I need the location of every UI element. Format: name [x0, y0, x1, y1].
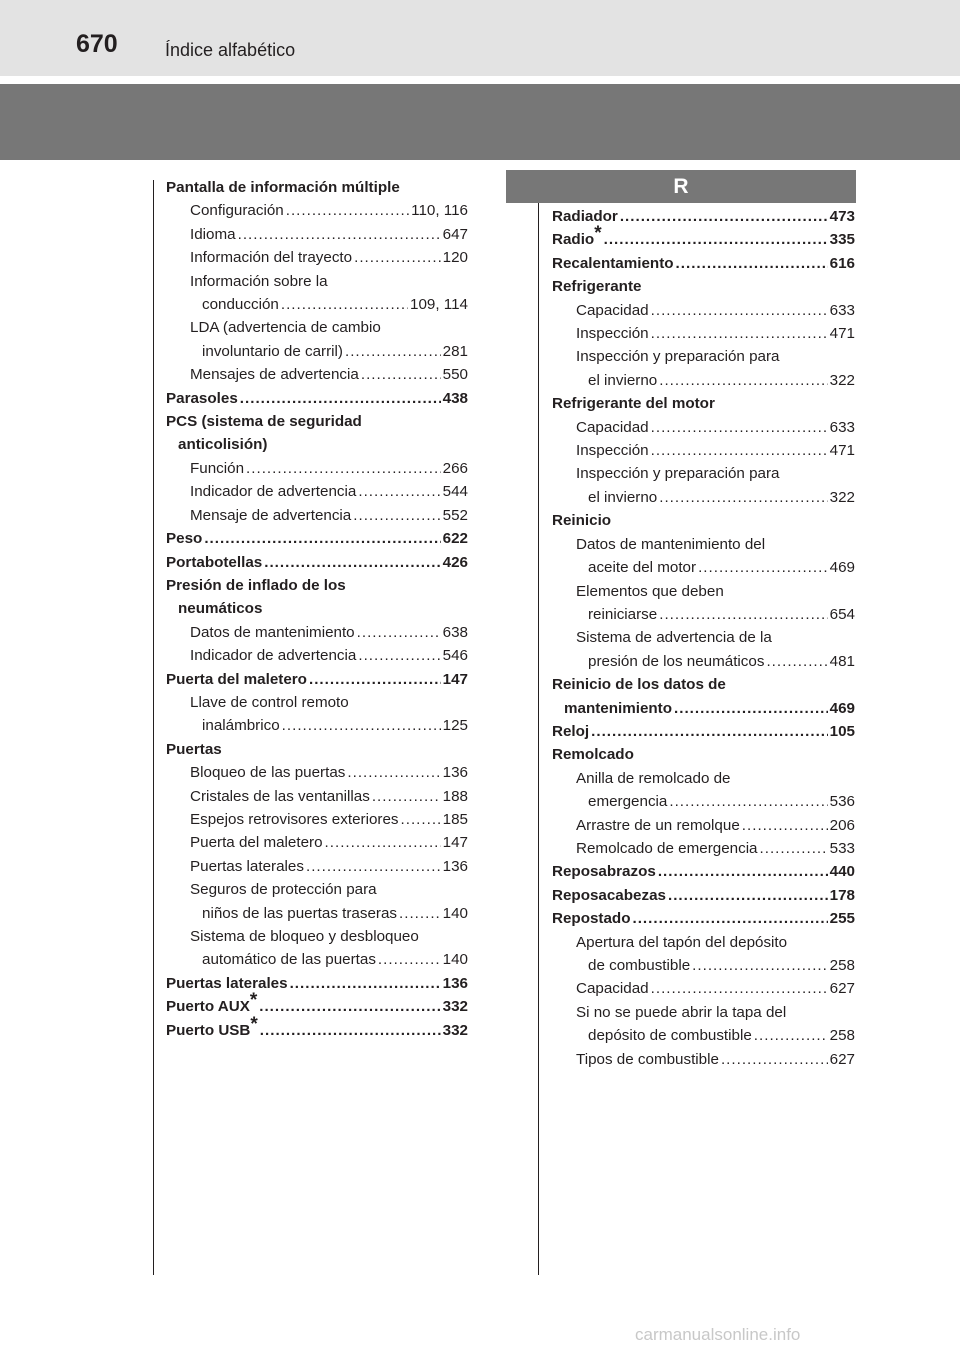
entry-term: Inspección y preparación para [576, 465, 780, 483]
entry-term: Remolcado de emergencia [576, 839, 758, 857]
entry-term: Portabotellas [166, 553, 263, 571]
dot-leader [357, 621, 441, 644]
right-column-rule [538, 180, 539, 1275]
page-number: 670 [76, 30, 118, 58]
dot-leader [651, 416, 828, 439]
dot-leader [238, 223, 441, 246]
entry-term: el invierno [588, 371, 658, 389]
entry-term: Refrigerante del motor [552, 395, 715, 413]
page-reference: 654 [829, 605, 855, 623]
entry-term: Datos de mantenimiento del [576, 535, 766, 553]
index-subentry [166, 480, 468, 503]
index-subentry [552, 837, 855, 860]
page-reference: 638 [442, 623, 468, 641]
index-subentry [166, 925, 468, 948]
index-subentry [552, 416, 855, 439]
section-title: Índice alfabético [165, 40, 296, 60]
index-subentry [166, 340, 468, 363]
index-entry [552, 275, 855, 298]
index-subentry [166, 504, 468, 527]
dot-leader [676, 252, 828, 275]
index-entry [166, 527, 468, 550]
index-subentry [552, 767, 855, 790]
entry-term: involuntario de carril) [202, 342, 343, 360]
dot-leader [651, 977, 828, 1000]
index-entry [552, 884, 855, 907]
index-entry [166, 972, 468, 995]
dot-leader [669, 790, 827, 813]
entry-term: Puerto AUX [166, 998, 250, 1016]
entry-term: Refrigerante [552, 278, 642, 296]
index-entry [166, 387, 468, 410]
page-reference: 481 [829, 652, 855, 670]
page-reference: 206 [829, 816, 855, 834]
page-reference: 533 [829, 839, 855, 857]
entry-term: Puertas [166, 740, 222, 758]
page-reference: 552 [442, 506, 468, 524]
page-reference: 550 [442, 366, 468, 384]
page-reference: 544 [442, 483, 468, 501]
page-reference: 120 [442, 249, 468, 267]
page-reference: 322 [829, 371, 855, 389]
page-reference: 105 [829, 722, 855, 740]
entry-term: Sistema de advertencia de la [576, 629, 772, 647]
dot-leader [651, 322, 828, 345]
index-subentry [166, 316, 468, 339]
dot-leader [290, 972, 441, 995]
page-reference: 633 [829, 418, 855, 436]
entry-term: Recalentamiento [552, 254, 674, 272]
entry-term: Reposabrazos [552, 863, 656, 881]
index-subentry [552, 462, 855, 485]
entry-term: Tipos de combustible [576, 1050, 719, 1068]
left-column-rule [153, 180, 154, 1275]
dot-leader [361, 363, 441, 386]
dot-leader [264, 551, 440, 574]
page-reference: 426 [442, 553, 468, 571]
dot-leader [692, 954, 828, 977]
entry-term: Capacidad [576, 301, 649, 319]
dot-leader [358, 480, 440, 503]
entry-term: Capacidad [576, 980, 649, 998]
index-entry [552, 860, 855, 883]
index-subentry [166, 621, 468, 644]
top-header-bar [0, 0, 960, 76]
entry-term: reiniciarse [588, 605, 658, 623]
dot-leader [240, 387, 441, 410]
entry-term: Radio [552, 231, 595, 249]
page-reference: 647 [442, 225, 468, 243]
entry-term: Anilla de remolcado de [576, 769, 731, 787]
dot-leader [604, 228, 828, 251]
page-reference: 136 [442, 764, 468, 782]
index-subentry [552, 626, 855, 649]
dot-leader [658, 860, 828, 883]
dot-leader [766, 650, 827, 673]
dot-leader [347, 761, 440, 784]
entry-term: Remolcado [552, 746, 634, 764]
entry-term: Inspección [576, 442, 649, 460]
index-subentry [552, 650, 855, 673]
entry-term: Indicador de advertencia [190, 483, 357, 501]
index-subentry [552, 814, 855, 837]
entry-term: conducción [202, 296, 279, 314]
entry-term: inalámbrico [202, 717, 280, 735]
page-reference: 136 [442, 974, 468, 992]
page-reference: 185 [442, 810, 468, 828]
page-reference: 440 [829, 863, 855, 881]
dot-leader [620, 205, 828, 228]
index-entry [552, 907, 855, 930]
index-entry [166, 574, 468, 597]
index-subentry [552, 369, 855, 392]
index-subentry [166, 855, 468, 878]
index-subentry [166, 644, 468, 667]
index-entry [552, 252, 855, 275]
index-subentry [552, 954, 855, 977]
entry-term: Reinicio de los datos de [552, 676, 726, 694]
page-reference: 473 [829, 208, 855, 225]
page-reference: 266 [442, 459, 468, 477]
dot-leader [204, 527, 440, 550]
index-entry [166, 176, 468, 199]
index-subentry [166, 902, 468, 925]
index-subentry [166, 293, 468, 316]
page-reference: 109, 114 [410, 296, 468, 314]
entry-term: Inspección y preparación para [576, 348, 780, 366]
index-subentry [552, 556, 855, 579]
index-entry [166, 551, 468, 574]
index-column-right [552, 205, 855, 1071]
entry-term: Peso [166, 530, 203, 548]
dot-leader [282, 714, 441, 737]
dot-leader [742, 814, 828, 837]
entry-term: Espejos retrovisores exteriores [190, 810, 399, 828]
dot-leader [306, 855, 441, 878]
page-reference: 147 [442, 834, 468, 852]
entry-term: Seguros de protección para [190, 881, 377, 899]
dot-leader [353, 504, 440, 527]
index-subentry [166, 761, 468, 784]
index-subentry [552, 931, 855, 954]
index-subentry [166, 457, 468, 480]
index-column-left [166, 176, 468, 1042]
entry-term: Sistema de bloqueo y desbloqueo [190, 928, 419, 945]
index-subentry [552, 299, 855, 322]
index-entry: Radio * ..... 335 [552, 228, 855, 251]
index-entry [166, 410, 468, 433]
entry-term: Radiador [552, 208, 618, 225]
entry-term: Inspección [576, 325, 649, 343]
page-reference: 471 [829, 442, 855, 460]
entry-term: niños de las puertas traseras [202, 904, 398, 922]
entry-term: Reloj [552, 722, 590, 740]
dot-leader [698, 556, 828, 579]
dot-leader [659, 603, 827, 626]
dot-leader [651, 299, 828, 322]
entry-term: Apertura del tapón del depósito [576, 933, 788, 951]
index-subentry [166, 878, 468, 901]
index-subentry [166, 246, 468, 269]
page-reference: 147 [442, 670, 468, 688]
page-reference: 536 [829, 793, 855, 811]
dot-leader [260, 1019, 441, 1042]
entry-term: anticolisión) [178, 436, 268, 454]
index-entry: Puerto AUX * ..... 332 [166, 995, 468, 1018]
dot-leader [659, 369, 827, 392]
entry-term: Puerta del maletero [166, 670, 307, 688]
page-reference: 546 [442, 647, 468, 665]
entry-term: de combustible [588, 957, 691, 974]
entry-term: Información sobre la [190, 272, 328, 290]
index-subentry [166, 948, 468, 971]
page-reference: 627 [829, 980, 855, 998]
index-subentry [552, 580, 855, 603]
page-reference: 616 [829, 254, 855, 272]
index-entry [166, 738, 468, 761]
dot-leader [659, 486, 827, 509]
index-entry [166, 597, 468, 620]
page-reference: 335 [829, 231, 855, 249]
entry-term: Reinicio [552, 512, 612, 530]
page-reference: 258 [829, 957, 855, 974]
entry-term: Bloqueo de las puertas [190, 764, 346, 782]
index-subentry [552, 790, 855, 813]
index-subentry [166, 270, 468, 293]
entry-term: Puerta del maletero [190, 834, 323, 852]
index-entry [552, 720, 855, 743]
entry-term: Función [190, 459, 245, 477]
dot-leader [309, 668, 441, 691]
dot-leader [378, 948, 441, 971]
index-subentry [166, 223, 468, 246]
index-subentry [166, 808, 468, 831]
dot-leader [259, 995, 440, 1018]
entry-term: Indicador de advertencia [190, 647, 357, 665]
page-reference: 332 [442, 1021, 468, 1039]
dot-leader [372, 785, 441, 808]
index-entry [552, 392, 855, 415]
entry-term: aceite del motor [588, 559, 697, 577]
entry-term: Elementos que deben [576, 582, 724, 600]
page-reference: 627 [829, 1050, 855, 1068]
index-subentry [166, 691, 468, 714]
dot-leader [721, 1048, 828, 1071]
index-subentry [552, 1048, 855, 1071]
entry-term: Datos de mantenimiento [190, 623, 355, 641]
header-band [0, 84, 960, 160]
index-subentry [166, 831, 468, 854]
dot-leader [401, 808, 441, 831]
entry-term: LDA (advertencia de cambio [190, 319, 381, 337]
entry-term: automático de las puertas [202, 951, 376, 969]
index-entry [166, 668, 468, 691]
page-reference: 438 [442, 389, 468, 407]
dot-leader [760, 837, 828, 860]
index-subentry [166, 199, 468, 222]
entry-term: el invierno [588, 488, 658, 506]
dot-leader [354, 246, 441, 269]
index-subentry [552, 977, 855, 1000]
dot-leader [668, 884, 828, 907]
page-reference: 332 [442, 998, 468, 1016]
dot-leader [345, 340, 441, 363]
index-subentry [552, 322, 855, 345]
index-subentry [552, 603, 855, 626]
footer-watermark: carmanualsonline.info [635, 1325, 801, 1344]
index-subentry [166, 714, 468, 737]
page-reference: 140 [442, 904, 468, 922]
index-subentry [552, 1024, 855, 1047]
entry-term: Puertas laterales [166, 974, 288, 992]
entry-term: neumáticos [178, 600, 263, 618]
index-entry [552, 509, 855, 532]
entry-term: Información del trayecto [190, 249, 353, 267]
entry-term: Mensaje de advertencia [190, 506, 352, 524]
dot-leader [674, 697, 828, 720]
entry-term: mantenimiento [564, 699, 673, 717]
entry-term: Llave de control remoto [190, 693, 349, 711]
page-reference: 471 [829, 325, 855, 343]
page-reference: 178 [829, 886, 855, 904]
index-subentry [552, 486, 855, 509]
page-reference: 255 [829, 910, 855, 928]
page-reference: 633 [829, 301, 855, 319]
index-subentry [552, 345, 855, 368]
page-reference: 188 [442, 787, 468, 805]
dot-leader [246, 457, 441, 480]
index-subentry [166, 785, 468, 808]
dot-leader [325, 831, 441, 854]
entry-term: Mensajes de advertencia [190, 366, 359, 384]
entry-term: Pantalla de información múltiple [166, 179, 400, 196]
page-reference: 622 [442, 530, 468, 548]
index-subentry [552, 533, 855, 556]
dot-leader [591, 720, 828, 743]
entry-term: Puerto USB [166, 1021, 251, 1039]
page-reference: 140 [442, 951, 468, 969]
page-reference: 136 [442, 857, 468, 875]
page-reference: 469 [829, 559, 855, 577]
entry-term: Parasoles [166, 389, 238, 407]
page-reference: 110, 116 [411, 202, 468, 220]
page-reference: 469 [829, 699, 855, 717]
page-reference: 258 [829, 1027, 855, 1045]
index-subentry [552, 439, 855, 462]
dot-leader [399, 902, 441, 925]
dot-leader [358, 644, 440, 667]
entry-term: Repostado [552, 910, 631, 928]
index-entry [552, 673, 855, 696]
index-subentry [552, 1001, 855, 1024]
page-reference: 281 [442, 342, 468, 360]
page-reference: 322 [829, 488, 855, 506]
page-reference: 125 [442, 717, 468, 735]
entry-term: Capacidad [576, 418, 649, 436]
entry-term: Reposacabezas [552, 886, 666, 904]
dot-leader [281, 293, 408, 316]
section-letter-header: R [506, 170, 856, 203]
dot-leader [286, 199, 409, 222]
entry-term: Puertas laterales [190, 857, 304, 875]
entry-term: Idioma [190, 225, 236, 243]
dot-leader [632, 907, 827, 930]
entry-term: presión de los neumáticos [588, 652, 765, 670]
entry-term: Arrastre de un remolque [576, 816, 740, 834]
entry-term: Cristales de las ventanillas [190, 787, 370, 805]
dot-leader [651, 439, 828, 462]
dot-leader [754, 1024, 828, 1047]
index-entry [166, 433, 468, 456]
index-entry [552, 697, 855, 720]
entry-term: emergencia [588, 793, 668, 811]
index-subentry [166, 363, 468, 386]
index-entry [552, 743, 855, 766]
entry-term: PCS (sistema de seguridad [166, 413, 362, 431]
entry-term: Presión de inflado de los [166, 576, 346, 594]
entry-term: depósito de combustible [588, 1027, 752, 1045]
entry-term: Configuración [190, 202, 284, 220]
entry-term: Si no se puede abrir la tapa del [576, 1003, 787, 1021]
index-entry: Puerto USB * ..... 332 [166, 1019, 468, 1042]
